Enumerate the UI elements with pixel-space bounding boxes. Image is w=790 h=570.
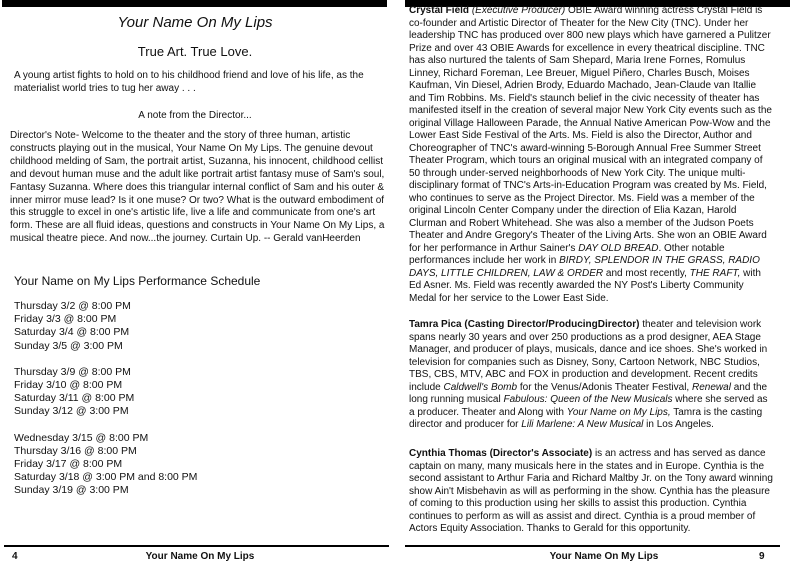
schedule-entry: Saturday 3/11 @ 8:00 PM — [14, 392, 135, 405]
page-title: Your Name On My Lips — [117, 14, 273, 31]
director-note-heading: A note from the Director... — [138, 110, 252, 121]
schedule-entry: Thursday 3/9 @ 8:00 PM — [14, 365, 131, 378]
bio-text: and the long running musical — [409, 381, 768, 405]
director-note: Director's Note- Welcome to the theater and the story of three human, artistic constructs playing out in the musical, Your Name On My Lips. The genuine devout childhood melding of Sam, the portrait artist, Suzanna, his innocent, childhood cellist and devout human muse and the adult like portrait artist fantasy muse of Sam's soul, Fantasy Suzanna. Where does this triangular internal conflict of Sam and his outer & inner mirror muse lead? Is it one muse? Or two? What is the outward embodiment of this struggle to excel in one's artistic life, live a life and communicate from one's art form. These are all fluid ideas, questions and constructs in Your Name On My Lips, a musical theatre piece. And now...the journey. Curtain Up. -- Gerald vanHeerden — [10, 130, 385, 245]
schedule-entry: Friday 3/3 @ 8:00 PM — [14, 313, 117, 326]
bio-cynthia-thomas — [409, 448, 773, 536]
schedule-entry: Sunday 3/12 @ 3:00 PM — [14, 405, 129, 418]
schedule-entry: Thursday 3/2 @ 8:00 PM — [14, 300, 131, 312]
bio-text: where she served as a producer. Theater and Along with — [409, 394, 768, 418]
footer-title: Your Name On My Lips — [145, 551, 255, 562]
schedule-entry: Saturday 3/18 @ 3:00 PM and 8:00 PM — [14, 471, 198, 484]
bio-italic-text: DAY OLD BREAD — [578, 242, 659, 254]
bio-text: OBIE Award winning actress Crystal Field is co-founder and Artistic Director of Theater for the New City (TNC). Under her leadership TNC has produced over 800 new plays which have garnered a Pulitzer Prize and over 43 OBIE Awards for excellence in every theatrical discipline. TNC has also nurtured the talents of Sam Shepard, Maria Irene Fornes, Romulus Linney, Richard Foreman, Lee Breuer, Miguel Piñero, Charles Busch, Moises Kaufman, Vin Diesel, Adrien Brody, Eduardo Machado, Jean-Claude van Itallie and Tim Robbins. Ms. Field's staunch belief in the civic necessity of theater has manifested itself in the creation of several major New York City events such as the original Village Halloween Parade, the Annual Native American Pow-Wow and the Lower East Side Festival of the Arts. Ms. Field is also the Director, Author and Choreographer of TNC's award-winning 5-Borough Annual Free Summer Street Theater Program, which tours an original musical with an integrated company of 50 through under-served neighborhoods of New York City. The unique multi-disciplinary format of TNC's Arts-in-Education Program was created by Ms. Field, who continues to serve as the Project Director. Ms. Field was a member of the original Lincoln Center Company under the direction of Elia Kazan, Harold Clurman and Robert Whitehead. She was also a member of the Judson Poets Theater and Andre Gregory's Theater of the Living Arts. She won an OBIE Award for her performance in Arthur Sainer's — [409, 5, 772, 254]
footer-title: Your Name On My Lips — [549, 551, 659, 562]
synopsis: A young artist fights to hold on to his childhood friend and love of his life, as the materialist world tries to tug her away . . . — [14, 70, 364, 94]
schedule-week — [14, 300, 197, 353]
schedule-week — [14, 432, 197, 498]
footer-rule — [4, 545, 389, 547]
footer-rule — [405, 545, 780, 547]
bio-crystal-field — [409, 5, 773, 305]
schedule-entry: Sunday 3/19 @ 3:00 PM — [14, 484, 129, 497]
schedule-week — [14, 366, 197, 419]
bio-name: Cynthia Thomas (Director's Associate) — [409, 448, 593, 459]
performance-schedule — [14, 300, 197, 511]
bio-text: theater and television work spans nearly 30 years and over 250 productions as a prod designer, AEA Stage Manager, and producer of plays, musicals, dance and ice shoes. She's worked in television for companies such as Disney, Sony, Cartoon Network, NBC Studios, TBS, CBS, MTV, ABC and FOX in production and development. Recent credits include — [409, 319, 768, 393]
bio-italic-text: Your Name on My Lips, — [566, 406, 671, 418]
tagline: True Art. True Love. — [137, 44, 253, 59]
bio-text: in Los Angeles. — [643, 419, 714, 430]
right-page — [395, 0, 790, 570]
bio-italic-text: Renewal — [692, 381, 731, 393]
bio-text: for the Venus/Adonis Theater Festival, — [517, 381, 692, 393]
bio-italic-text: Fabulous: Queen of the New Musicals — [503, 394, 673, 405]
bio-italic-text: Caldwell's Bomb — [443, 381, 518, 393]
bio-name: Tamra Pica (Casting Director/ProducingDirector) — [409, 319, 640, 330]
top-rule — [2, 0, 387, 7]
bio-italic-text: BIRDY, SPLENDOR IN THE GRASS, RADIO DAYS, LITTLE CHILDREN, LAW & ORDER — [409, 255, 760, 279]
schedule-entry: Sunday 3/5 @ 3:00 PM — [14, 339, 123, 352]
page-number: 4 — [12, 551, 18, 562]
schedule-entry: Wednesday 3/15 @ 8:00 PM — [14, 431, 149, 444]
bio-text: and most recently, — [603, 267, 690, 279]
bio-italic-text: (Executive Producer) — [471, 5, 566, 16]
bio-name: Crystal Field — [409, 5, 470, 16]
bio-text: Tamra is the casting director and producer for — [409, 406, 763, 430]
bio-tamra-pica — [409, 319, 773, 432]
page-number: 9 — [759, 551, 765, 562]
schedule-title: Your Name on My Lips Performance Schedule — [14, 274, 261, 288]
bio-text: . Other notable performances include her work in — [409, 242, 725, 266]
bio-text: with Ed Asner. Ms. Field was recently awarded the NY Post's Liberty Community Medal for her service to the Lower East Side. — [409, 267, 761, 304]
schedule-entry: Thursday 3/16 @ 8:00 PM — [14, 444, 137, 457]
schedule-entry: Saturday 3/4 @ 8:00 PM — [14, 326, 130, 339]
bio-italic-text: Lili Marlene: A New Musical — [521, 419, 644, 430]
bio-italic-text: THE RAFT, — [689, 267, 741, 279]
schedule-entry: Friday 3/10 @ 8:00 PM — [14, 379, 123, 392]
bio-text: is an actress and has served as dance captain on many, many musicals here in the states and in Europe. Cynthia is the second assistant to Arthur Faria and Richard Maltby Jr. on the Tony award winning show Ain't Misbehavin as will as performing in the show. Cynthia has the pleasure of coming to this production using her skills to assist this production. Cynthia continues to perform as will as assist and direct. Cynthia is a proud member of Actors Equity Association. Thanks to Gerald for this opportunity. — [409, 448, 773, 534]
schedule-entry: Friday 3/17 @ 8:00 PM — [14, 458, 123, 471]
